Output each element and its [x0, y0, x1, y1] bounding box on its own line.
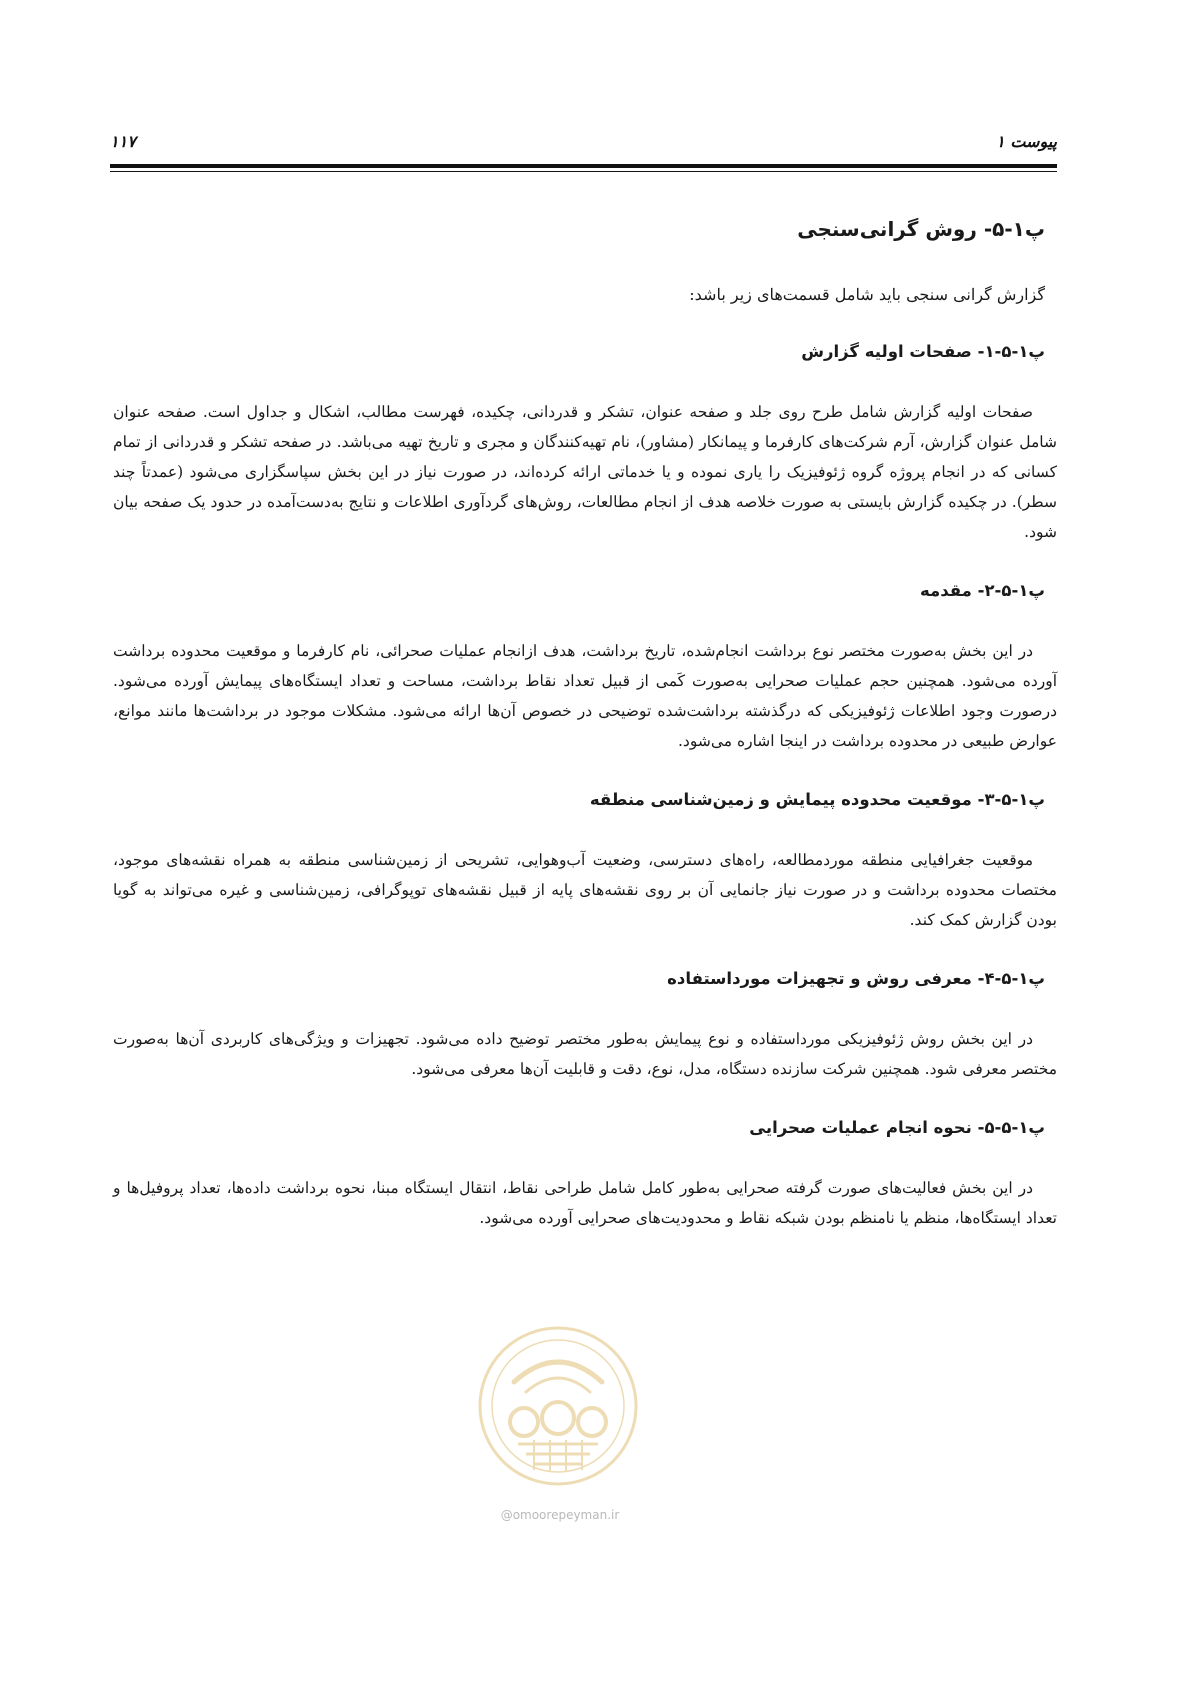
page-number: ۱۱۷ [110, 132, 136, 151]
paragraph-cover-pages: صفحات اولیه گزارش شامل طرح روی جلد و صفحه عنوان، تشکر و قدردانی، چکیده، فهرست مطالب، اشکال و جداول است. صفحه عنوان شامل عنوان گزارش، آرم شرکت‌های کارفرما و پیمانکار (مشاور)، نام تهیه‌کنندگان و مجری و تاریخ تهیه می‌باشد. در صفحه تشکر و قدردانی از تمام کسانی که در انجام پروژه گروه ژئوفیزیک را یاری نموده و یا خدماتی ارائه کرده‌اند، در صورت نیاز در این بخش سپاسگزاری می‌شود (عمدتاً چند سطر). در چکیده گزارش بایستی به صورت خلاصه هدف از انجام مطالعات، روش‌های گردآوری اطلاعات و نتایج به‌دست‌آمده در حدود یک صفحه بیان شود. [113, 403, 1057, 541]
paragraph-field-operations: در این بخش فعالیت‌های صورت گرفته صحرایی به‌طور کامل شامل طراحی نقاط، انتقال ایستگاه مبنا، نحوه برداشت داده‌ها، تعداد پروفیل‌ها و تعداد ایستگاه‌ها، منظم یا نامنظم بودن شبکه نقاط و محدودیت‌های صحرایی آورده می‌شود. [113, 1179, 1057, 1227]
subsection-title-introduction: پ۱-۵-۲- مقدمه [920, 581, 1045, 600]
paragraph-survey-location: موقعیت جغرافیایی منطقه موردمطالعه، راه‌های دسترسی، وضعیت آب‌وهوایی، تشریحی از زمین‌شناسی منطقه به همراه نقشه‌های موجود، مختصات محدوده برداشت و در صورت نیاز جانمایی آن بر روی نقشه‌های پایه از قبیل نقشه‌های توپوگرافی، زمین‌شناسی و غیره می‌تواند به گویا بودن گزارش کمک کند. [113, 851, 1057, 929]
header-rule-thick [110, 164, 1057, 168]
subsection-title-field-operations: پ۱-۵-۵- نحوه انجام عملیات صحرایی [749, 1118, 1045, 1137]
header-section-label: پیوست ۱ [996, 132, 1057, 151]
intro-paragraph: گزارش گرانی سنجی باید شامل قسمت‌های زیر باشد: [689, 285, 1045, 304]
page-header [110, 128, 1057, 162]
section-title: پ۱-۵- روش گرانی‌سنجی [797, 217, 1045, 241]
subsection-title-method-equipment: پ۱-۵-۴- معرفی روش و تجهیزات مورداستفاده [667, 969, 1045, 988]
paragraph-method-equipment: در این بخش روش ژئوفیزیکی مورداستفاده و نوع پیمایش به‌طور مختصر توضیح داده می‌شود. تجهیزات و ویژگی‌های کاربردی آن‌ها به‌صورت مختصر معرفی شود. همچنین شرکت سازنده دستگاه، مدل، نوع، دقت و قابلیت آن‌ها معرفی می‌شود. [113, 1030, 1057, 1078]
subsection-title-cover-pages: پ۱-۵-۱- صفحات اولیه گزارش [801, 342, 1045, 361]
document-body [113, 214, 1057, 1264]
watermark-text: @omoorepeyman.ir [500, 1508, 620, 1522]
header-rule-thin [110, 171, 1057, 172]
paragraph-introduction: در این بخش به‌صورت مختصر نوع برداشت انجام‌شده، تاریخ برداشت، هدف ازانجام عملیات صحرائی، نام کارفرما و موقعیت محدوده برداشت آورده می‌شود. همچنین حجم عملیات صحرایی به‌صورت کَمی از قبیل تعداد نقاط برداشت، مساحت و تعداد ایستگاه‌های پیمایش آورده می‌شود. درصورت وجود اطلاعات ژئوفیزیکی که درگذشته برداشت‌شده توضیحی در خصوص آن‌ها ارائه می‌شود. مشکلات موجود در برداشت‌ها مانند موانع، عوارض طبیعی در محدوده برداشت در اینجا اشاره می‌شود. [113, 642, 1057, 750]
watermark-logo-icon [474, 1322, 642, 1490]
subsection-title-survey-location: پ۱-۵-۳- موقعیت محدوده پیمایش و زمین‌شناسی منطقه [589, 790, 1045, 809]
